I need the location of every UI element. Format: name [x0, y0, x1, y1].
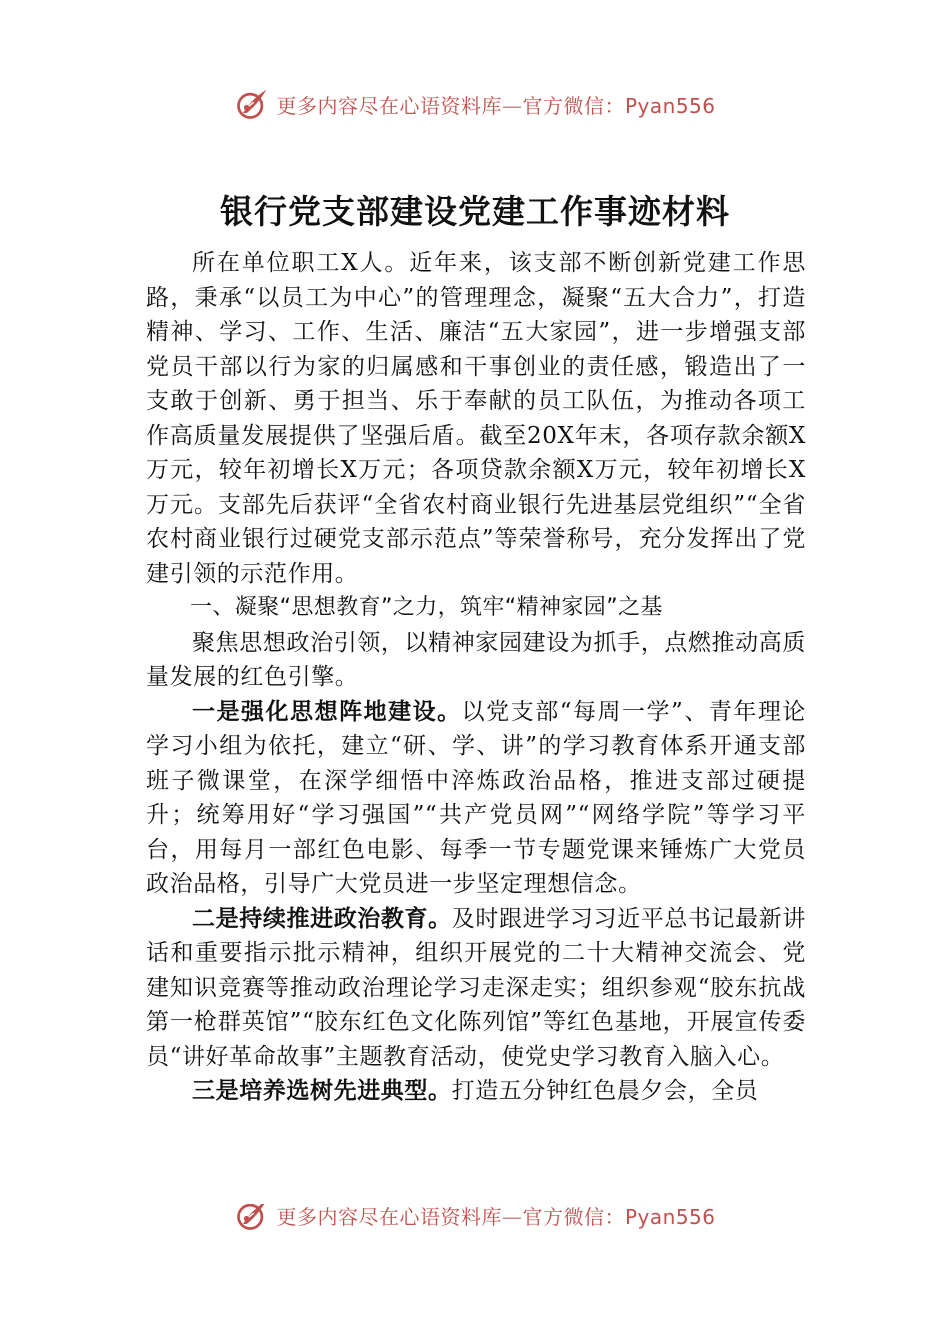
watermark-separator: — — [501, 1204, 523, 1229]
watermark-text — [276, 1204, 715, 1230]
quill-logo-icon — [234, 86, 270, 122]
point-2-body: 及时跟进学习习近平总书记最新讲话和重要指示批示精神，组织开展党的二十大精神交流会、党建知识竞赛等推动政治理论学习走深走实；组织参观“胶东抗战第一枪群英馆”“胶东红色文化陈列馆”等红色基地，开展宣传委员“讲好革命故事”主题教育活动，使党史学习教育入脑入心。 — [146, 905, 806, 1070]
point-3-body: 打造五分钟红色晨夕会，全员 — [451, 1078, 759, 1104]
point-3-paragraph — [146, 1074, 806, 1109]
watermark-id: Pyan556 — [624, 93, 716, 118]
point-1-body: 以党支部“每周一学”、青年理论学习小组为依托，建立“研、学、讲”的学习教育体系开通支部班子微课堂，在深学细悟中淬炼政治品格，推进支部过硬提升；统筹用好“学习强国”“共产党员网”“网络学院”等学习平台，用每月一部红色电影、每季一节专题党课来锤炼广大党员政治品格，引导广大党员进一步坚定理想信念。 — [146, 698, 806, 897]
watermark-text — [276, 90, 715, 119]
intro-paragraph: 所在单位职工X人。近年来，该支部不断创新党建工作思路，秉承“以员工为中心”的管理理念，凝聚“五大合力”，打造精神、学习、工作、生活、廉洁“五大家园”，进一步增强支部党员干部以行为家的归属感和干事创业的责任感，锻造出了一支敢于创新、勇于担当、乐于奉献的员工队伍，为推动各项工作高质量发展提供了坚强后盾。截至20X年末，各项存款余额X万元，较年初增长X万元；各项贷款余额X万元，较年初增长X万元。支部先后获评“全省农村商业银行先进基层党组织”“全省农村商业银行过硬党支部示范点”等荣誉称号，充分发挥出了党建引领的示范作用。 — [146, 250, 806, 587]
point-3-lead: 三是培养选树先进典型。 — [192, 1078, 452, 1104]
document-body — [146, 246, 806, 1109]
section-1-heading: 一、凝聚“思想教育”之力，筑牢“精神家园”之基 — [190, 595, 663, 620]
point-2-paragraph — [146, 902, 806, 1075]
point-2-lead: 二是持续推进政治教育。 — [192, 905, 452, 932]
document-title: 银行党支部建设党建工作事迹材料 — [220, 192, 730, 231]
watermark-main: 更多内容尽在心语资料库 — [276, 1204, 502, 1229]
watermark-separator: — — [501, 93, 523, 118]
watermark-label: 官方微信： — [522, 93, 625, 118]
point-1-paragraph — [146, 695, 806, 902]
watermark-label: 官方微信： — [522, 1204, 625, 1229]
watermark-header — [0, 84, 950, 124]
section-1-intro: 聚焦思想政治引领，以精神家园建设为抓手，点燃推动高质量发展的红色引擎。 — [146, 629, 806, 690]
watermark-main: 更多内容尽在心语资料库 — [276, 93, 502, 118]
watermark-footer — [0, 1204, 950, 1238]
quill-logo-icon — [234, 1204, 270, 1233]
point-1-lead: 一是强化思想阵地建设。 — [192, 698, 462, 725]
watermark-id: Pyan556 — [624, 1204, 716, 1229]
